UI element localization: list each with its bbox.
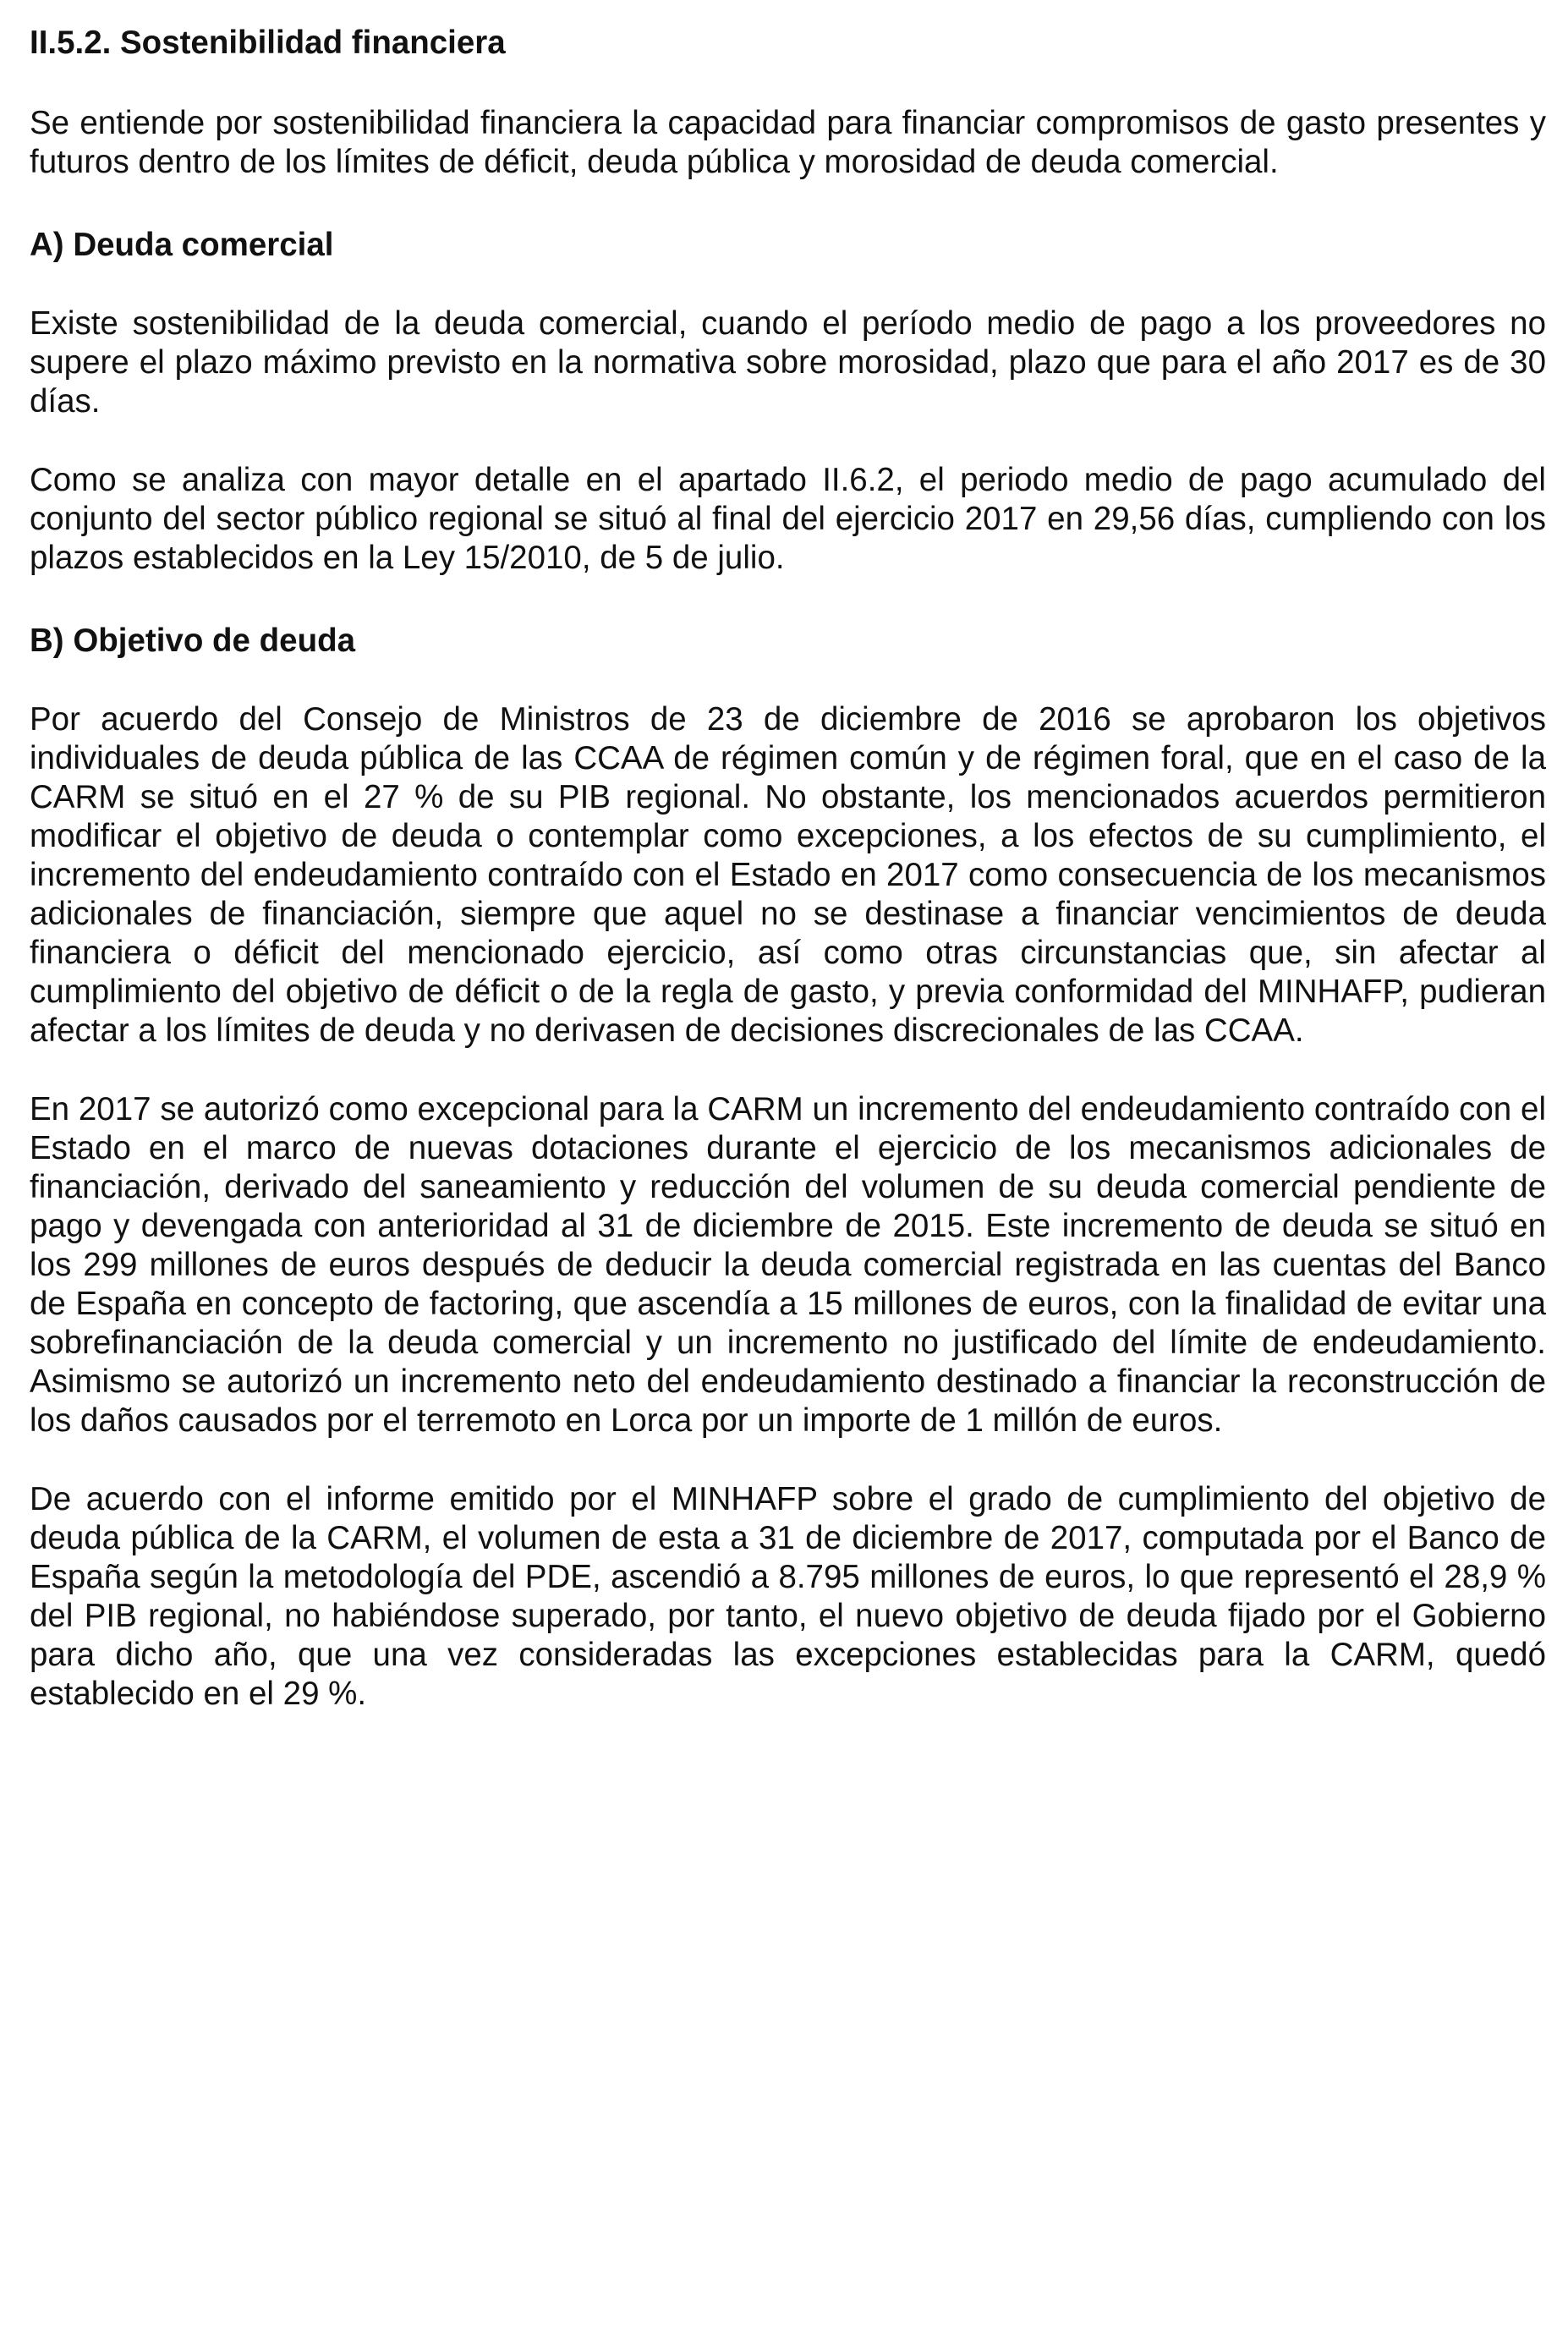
subsection-a-title: A) Deuda comercial (30, 227, 334, 263)
subsection-b-paragraph-3: De acuerdo con el informe emitido por el MINHAFP sobre el grado de cumplimiento del objetivo de deuda pública de la CARM, el volumen de esta a 31 de diciembre de 2017, computada por el Banco de España según la metodología del PDE, ascendió a 8.795 millones de euros, lo que representó el 28,9 % del PIB regional, no habiéndose superado, por tanto, el nuevo objetivo de deuda fijado por el Gobierno para dicho año, que una vez consideradas las excepciones establecidas para la CARM, quedó establecido en el 29 %. (30, 1481, 1546, 1712)
subsection-b-paragraph-2: En 2017 se autorizó como excepcional para la CARM un incremento del endeudamiento contraído con el Estado en el marco de nuevas dotaciones durante el ejercicio de los mecanismos adicionales de financiación, derivado del saneamiento y reducción del volumen de su deuda comercial pendiente de pago y devengada con anterioridad al 31 de diciembre de 2015. Este incremento de deuda se situó en los 299 millones de euros después de deducir la deuda comercial registrada en las cuentas del Banco de España en concepto de factoring, que ascendía a 15 millones de euros, con la finalidad de evitar una sobrefinanciación de la deuda comercial y un incremento no justificado del límite de endeudamiento. Asimismo se autorizó un incremento neto del endeudamiento destinado a financiar la reconstrucción de los daños causados por el terremoto en Lorca por un importe de 1 millón de euros. (30, 1091, 1546, 1439)
subsection-a-paragraph-2: Como se analiza con mayor detalle en el apartado II.6.2, el periodo medio de pago acumulado del conjunto del sector público regional se situó al final del ejercicio 2017 en 29,56 días, cumpliendo con los plazos establecidos en la Ley 15/2010, de 5 de julio. (30, 462, 1546, 576)
section-title: II.5.2. Sostenibilidad financiera (30, 25, 506, 61)
document-page (30, 24, 1546, 1714)
subsection-b-title: B) Objetivo de deuda (30, 623, 356, 659)
subsection-b-paragraph-1: Por acuerdo del Consejo de Ministros de 23 de diciembre de 2016 se aprobaron los objetivos individuales de deuda pública de las CCAA de régimen común y de régimen foral, que en el caso de la CARM se situó en el 27 % de su PIB regional. No obstante, los mencionados acuerdos permitieron modificar el objetivo de deuda o contemplar como excepciones, a los efectos de su cumplimiento, el incremento del endeudamiento contraído con el Estado en 2017 como consecuencia de los mecanismos adicionales de financiación, siempre que aquel no se destinase a financiar vencimientos de deuda financiera o déficit del mencionado ejercicio, así como otras circunstancias que, sin afectar al cumplimiento del objetivo de déficit o de la regla de gasto, y previa conformidad del MINHAFP, pudieran afectar a los límites de deuda y no derivasen de decisiones discrecionales de las CCAA. (30, 701, 1546, 1049)
intro-paragraph: Se entiende por sostenibilidad financiera la capacidad para financiar compromisos de gasto presentes y futuros dentro de los límites de déficit, deuda pública y morosidad de deuda comercial. (30, 105, 1546, 180)
subsection-a-paragraph-1: Existe sostenibilidad de la deuda comercial, cuando el período medio de pago a los proveedores no supere el plazo máximo previsto en la normativa sobre morosidad, plazo que para el año 2017 es de 30 días. (30, 305, 1546, 420)
